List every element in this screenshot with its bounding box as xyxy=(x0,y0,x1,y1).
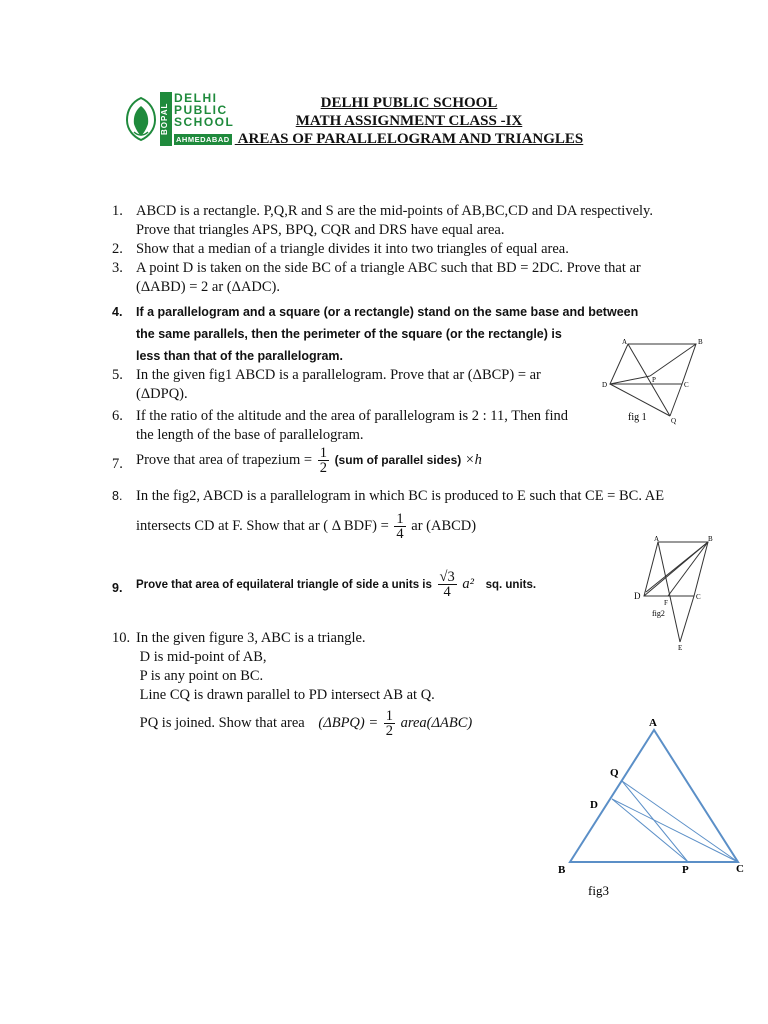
fig2-label-d: D xyxy=(634,591,641,601)
fig2-label-b: B xyxy=(708,535,713,543)
crest-icon xyxy=(124,96,158,142)
logo-vertical-text: BOPAL xyxy=(160,92,172,146)
figure-2 xyxy=(628,532,724,654)
fig3-label-b: B xyxy=(558,864,566,876)
fig1-label-c: C xyxy=(684,381,689,389)
document-header xyxy=(224,94,594,148)
logo-city: AHMEDABAD xyxy=(176,135,230,144)
fig1-caption: fig 1 xyxy=(628,412,647,423)
fig2-label-a: A xyxy=(654,535,660,543)
fig3-label-c: C xyxy=(736,863,744,875)
fig2-label-f: F xyxy=(664,599,668,607)
school-logo xyxy=(124,91,235,148)
fig3-label-a: A xyxy=(649,717,657,729)
fraction-quarter: $\frac{1}{4}$ xyxy=(396,511,404,542)
figure-1 xyxy=(600,336,710,428)
fig3-caption: fig3 xyxy=(588,883,609,898)
logo-text: DELHI PUBLIC SCHOOL xyxy=(174,91,235,129)
fig3-label-d: D xyxy=(590,799,598,811)
fig1-label-a: A xyxy=(622,338,628,346)
fraction-half: $\frac{1}{2}$ xyxy=(319,445,327,476)
school-name: DELHI PUBLIC SCHOOL xyxy=(320,95,498,111)
fig1-label-q: Q xyxy=(671,417,677,425)
fig1-label-p: P xyxy=(652,376,656,384)
fig2-label-c: C xyxy=(696,593,701,601)
fig3-label-p: P xyxy=(682,864,689,876)
fraction-half-q10: $\frac{1}{2}$ xyxy=(385,708,394,739)
fig2-label-e: E xyxy=(678,644,683,652)
topic-title: AREAS OF PARALLELOGRAM AND TRIANGLES xyxy=(234,131,584,147)
figure-3 xyxy=(552,712,752,902)
fig1-label-b: B xyxy=(698,338,703,346)
fig2-caption: fig2 xyxy=(652,609,665,618)
fig3-label-q: Q xyxy=(610,767,619,779)
fig1-label-d: D xyxy=(602,381,608,389)
fraction-root3-over-4: $\frac{√3}{4}$ xyxy=(439,569,455,600)
assignment-title: MATH ASSIGNMENT CLASS -IX xyxy=(295,113,523,129)
